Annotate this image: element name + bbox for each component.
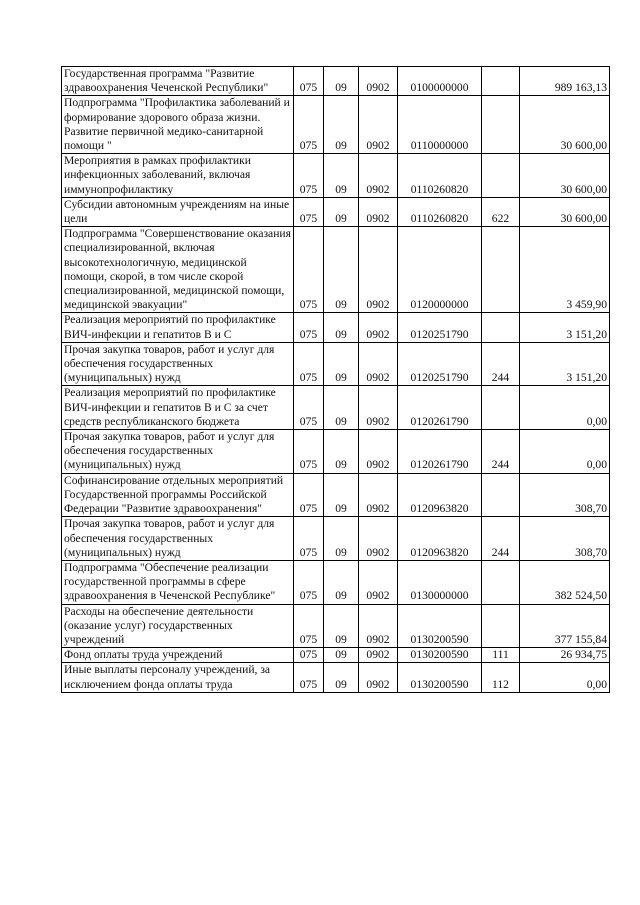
row-csr: 0120261790 xyxy=(398,386,482,430)
row-rz: 09 xyxy=(324,430,359,474)
row-vr xyxy=(482,473,520,517)
row-csr: 0100000000 xyxy=(398,67,482,96)
row-csr: 0120251790 xyxy=(398,313,482,342)
row-vr xyxy=(482,154,520,198)
row-rz: 09 xyxy=(324,313,359,342)
row-ved: 075 xyxy=(294,604,324,648)
row-rz: 09 xyxy=(324,386,359,430)
row-pr: 0902 xyxy=(359,313,398,342)
row-name: Реализация мероприятий по профилактике ВИЧ-инфекции и гепатитов В и С за счет средств республиканского бюджета xyxy=(62,386,294,430)
row-pr: 0902 xyxy=(359,227,398,313)
row-pr: 0902 xyxy=(359,96,398,154)
row-vr: 111 xyxy=(482,648,520,663)
table-row xyxy=(62,197,610,226)
table-row xyxy=(62,96,610,154)
row-csr: 0130200590 xyxy=(398,663,482,692)
row-pr: 0902 xyxy=(359,473,398,517)
row-name: Прочая закупка товаров, работ и услуг для обеспечения государственных (муниципальных) нужд xyxy=(62,430,294,474)
row-pr: 0902 xyxy=(359,430,398,474)
table-row xyxy=(62,648,610,663)
row-amount: 26 934,75 xyxy=(520,648,610,663)
row-pr: 0902 xyxy=(359,67,398,96)
row-ved: 075 xyxy=(294,560,324,604)
row-amount: 30 600,00 xyxy=(520,96,610,154)
row-name: Государственная программа "Развитие здравоохранения Чеченской Республики" xyxy=(62,67,294,96)
row-vr xyxy=(482,227,520,313)
row-amount: 3 459,90 xyxy=(520,227,610,313)
table-row xyxy=(62,473,610,517)
table-row xyxy=(62,227,610,313)
row-csr: 0120963820 xyxy=(398,517,482,561)
row-rz: 09 xyxy=(324,604,359,648)
row-name: Софинансирование отдельных мероприятий Государственной программы Российской Федерации "Развитие здравоохранения" xyxy=(62,473,294,517)
row-vr xyxy=(482,313,520,342)
row-amount: 0,00 xyxy=(520,386,610,430)
row-csr: 0130200590 xyxy=(398,604,482,648)
row-rz: 09 xyxy=(324,473,359,517)
row-amount: 0,00 xyxy=(520,663,610,692)
row-name: Прочая закупка товаров, работ и услуг для обеспечения государственных (муниципальных) нужд xyxy=(62,342,294,386)
row-pr: 0902 xyxy=(359,648,398,663)
row-name: Иные выплаты персоналу учреждений, за исключением фонда оплаты труда xyxy=(62,663,294,692)
row-name: Мероприятия в рамках профилактики инфекционных заболеваний, включая иммунопрофилактику xyxy=(62,154,294,198)
row-csr: 0130200590 xyxy=(398,648,482,663)
row-pr: 0902 xyxy=(359,517,398,561)
row-rz: 09 xyxy=(324,663,359,692)
row-pr: 0902 xyxy=(359,386,398,430)
row-amount: 308,70 xyxy=(520,517,610,561)
row-rz: 09 xyxy=(324,227,359,313)
table-row xyxy=(62,154,610,198)
row-ved: 075 xyxy=(294,648,324,663)
row-vr xyxy=(482,560,520,604)
row-amount: 30 600,00 xyxy=(520,197,610,226)
row-pr: 0902 xyxy=(359,342,398,386)
row-rz: 09 xyxy=(324,67,359,96)
row-ved: 075 xyxy=(294,473,324,517)
row-vr: 112 xyxy=(482,663,520,692)
row-csr: 0110260820 xyxy=(398,197,482,226)
row-rz: 09 xyxy=(324,342,359,386)
row-csr: 0110260820 xyxy=(398,154,482,198)
row-pr: 0902 xyxy=(359,197,398,226)
row-vr xyxy=(482,604,520,648)
row-ved: 075 xyxy=(294,386,324,430)
table-row xyxy=(62,604,610,648)
row-pr: 0902 xyxy=(359,560,398,604)
row-ved: 075 xyxy=(294,663,324,692)
table-row xyxy=(62,67,610,96)
row-csr: 0120251790 xyxy=(398,342,482,386)
row-ved: 075 xyxy=(294,517,324,561)
row-ved: 075 xyxy=(294,227,324,313)
row-vr xyxy=(482,386,520,430)
row-csr: 0120963820 xyxy=(398,473,482,517)
table-row xyxy=(62,342,610,386)
row-ved: 075 xyxy=(294,67,324,96)
row-amount: 0,00 xyxy=(520,430,610,474)
row-ved: 075 xyxy=(294,197,324,226)
row-rz: 09 xyxy=(324,648,359,663)
row-rz: 09 xyxy=(324,154,359,198)
row-ved: 075 xyxy=(294,154,324,198)
row-csr: 0110000000 xyxy=(398,96,482,154)
row-amount: 377 155,84 xyxy=(520,604,610,648)
table-row xyxy=(62,663,610,692)
row-rz: 09 xyxy=(324,517,359,561)
row-amount: 3 151,20 xyxy=(520,342,610,386)
row-name: Фонд оплаты труда учреждений xyxy=(62,648,294,663)
row-vr: 622 xyxy=(482,197,520,226)
budget-table-body xyxy=(62,67,610,693)
row-pr: 0902 xyxy=(359,604,398,648)
row-ved: 075 xyxy=(294,430,324,474)
row-vr xyxy=(482,67,520,96)
row-vr: 244 xyxy=(482,342,520,386)
row-vr: 244 xyxy=(482,430,520,474)
row-name: Подпрограмма "Совершенствование оказания специализированной, включая высокотехнологичную, медицинской помощи, скорой, в том числе скорой специализированной, медицинской помощи, медицинской эвакуации" xyxy=(62,227,294,313)
row-csr: 0120000000 xyxy=(398,227,482,313)
row-ved: 075 xyxy=(294,313,324,342)
table-row xyxy=(62,313,610,342)
row-name: Прочая закупка товаров, работ и услуг для обеспечения государственных (муниципальных) нужд xyxy=(62,517,294,561)
budget-table xyxy=(61,66,610,693)
row-amount: 308,70 xyxy=(520,473,610,517)
row-pr: 0902 xyxy=(359,154,398,198)
row-name: Подпрограмма "Обеспечение реализации государственной программы в сфере здравоохранения в Чеченской Республике" xyxy=(62,560,294,604)
row-rz: 09 xyxy=(324,560,359,604)
table-row xyxy=(62,517,610,561)
row-pr: 0902 xyxy=(359,663,398,692)
row-rz: 09 xyxy=(324,96,359,154)
table-row xyxy=(62,386,610,430)
row-amount: 382 524,50 xyxy=(520,560,610,604)
row-name: Подпрограмма "Профилактика заболеваний и формирование здорового образа жизни. Развитие первичной медико-санитарной помощи " xyxy=(62,96,294,154)
row-rz: 09 xyxy=(324,197,359,226)
row-csr: 0130000000 xyxy=(398,560,482,604)
row-amount: 3 151,20 xyxy=(520,313,610,342)
row-name: Субсидии автономным учреждениям на иные цели xyxy=(62,197,294,226)
row-name: Реализация мероприятий по профилактике ВИЧ-инфекции и гепатитов В и С xyxy=(62,313,294,342)
table-row xyxy=(62,560,610,604)
row-csr: 0120261790 xyxy=(398,430,482,474)
row-ved: 075 xyxy=(294,342,324,386)
row-name: Расходы на обеспечение деятельности (оказание услуг) государственных учреждений xyxy=(62,604,294,648)
row-ved: 075 xyxy=(294,96,324,154)
row-vr xyxy=(482,96,520,154)
row-amount: 30 600,00 xyxy=(520,154,610,198)
row-amount: 989 163,13 xyxy=(520,67,610,96)
table-row xyxy=(62,430,610,474)
row-vr: 244 xyxy=(482,517,520,561)
